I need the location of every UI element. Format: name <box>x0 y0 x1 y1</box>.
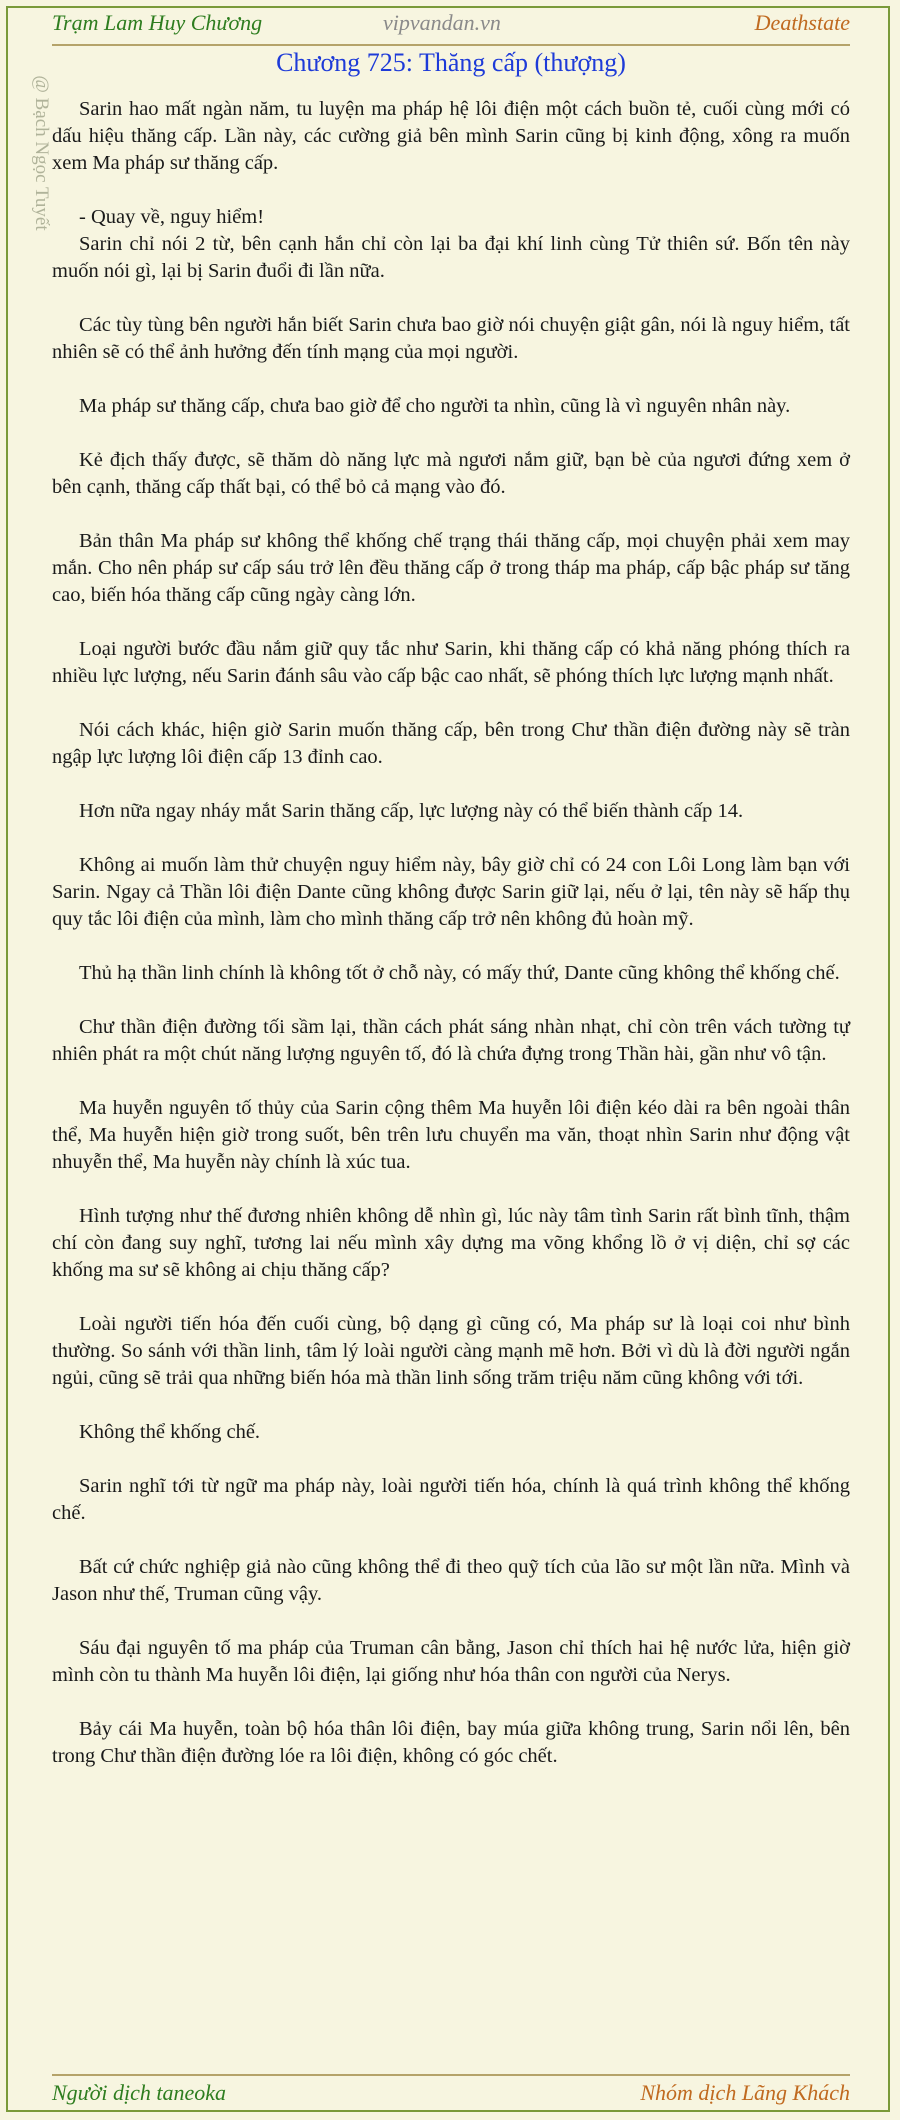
page-footer <box>52 2078 850 2112</box>
paragraph: Sarin nghĩ tới từ ngữ ma pháp này, loài người tiến hóa, chính là quá trình không thể khống chế. <box>52 1475 850 1524</box>
dialogue-line: - Quay về, nguy hiểm! <box>79 206 265 228</box>
paragraph: Kẻ địch thấy được, sẽ thăm dò năng lực mà ngươi nắm giữ, bạn bè của ngươi đứng xem ở bên cạnh, thăng cấp thất bại, có thể bỏ cả mạng vào đó. <box>52 449 850 498</box>
footer-translation-group: Nhóm dịch Lãng Khách <box>640 2080 850 2105</box>
chapter-body <box>52 96 850 1770</box>
chapter-title: Chương 725: Thăng cấp (thượng) <box>276 48 626 77</box>
paragraph: Ma pháp sư thăng cấp, chưa bao giờ để cho người ta nhìn, cũng là vì nguyên nhân này. <box>79 395 791 417</box>
paragraph: Hình tượng như thế đương nhiên không dễ nhìn gì, lúc này tâm tình Sarin rất bình tĩnh, thậm chí còn đang suy nghĩ, tương lai nếu mình xây dựng ma võng khổng lồ ở vị diện, chỉ sợ các khống ma sư sẽ không ai chịu thăng cấp? <box>52 1205 850 1281</box>
paragraph: Nói cách khác, hiện giờ Sarin muốn thăng cấp, bên trong Chư thần điện đường này sẽ tràn ngập lực lượng lôi điện cấp 13 đỉnh cao. <box>52 719 850 768</box>
page-header <box>52 6 850 44</box>
paragraph: Các tùy tùng bên người hắn biết Sarin chưa bao giờ nói chuyện giật gân, nói là nguy hiểm, tất nhiên sẽ có thể ảnh hưởng đến tính mạng của mọi người. <box>52 314 850 363</box>
paragraph: Bảy cái Ma huyễn, toàn bộ hóa thân lôi điện, bay múa giữa không trung, Sarin nổi lên, bên trong Chư thần điện đường lóe ra lôi điện, không có góc chết. <box>52 1718 850 1767</box>
paragraph: Bản thân Ma pháp sư không thể khống chế trạng thái thăng cấp, mọi chuyện phải xem may mắn. Cho nên pháp sư cấp sáu trở lên đều thăng cấp ở trong tháp ma pháp, cấp bậc pháp sư tăng cao, biến hóa thăng cấp cũng ngày càng lớn. <box>52 530 850 606</box>
header-website-link[interactable]: vipvandan.vn <box>383 10 501 35</box>
paragraph: Chư thần điện đường tối sầm lại, thần cách phát sáng nhàn nhạt, chỉ còn trên vách tường tự nhiên phát ra một chút năng lượng nguyên tố, đó là chứa đựng trong Thần hài, gần như vô tận. <box>52 1016 850 1065</box>
paragraph: Loài người tiến hóa đến cuối cùng, bộ dạng gì cũng có, Ma pháp sư là loại coi như bình thường. So sánh với thần linh, tâm lý loài người càng mạnh mẽ hơn. Bởi vì dù là đời người ngắn ngủi, cũng sẽ trải qua những biến hóa mà thần linh sống trăm triệu năm cũng không với tới. <box>52 1313 850 1389</box>
side-watermark-text: @ Bạch Ngọc Tuyết <box>31 75 52 231</box>
paragraph: Sáu đại nguyên tố ma pháp của Truman cân bằng, Jason chỉ thích hai hệ nước lửa, hiện giờ mình còn tu thành Ma huyễn lôi điện, lại giống như hóa thân con người của Nerys. <box>52 1637 850 1686</box>
paragraph: Bất cứ chức nghiệp giả nào cũng không thể đi theo quỹ tích của lão sư một lần nữa. Mình và Jason như thế, Truman cũng vậy. <box>52 1556 850 1605</box>
paragraph: Không ai muốn làm thử chuyện nguy hiểm này, bây giờ chỉ có 24 con Lôi Long làm bạn với Sarin. Ngay cả Thần lôi điện Dante cũng không được Sarin giữ lại, nếu ở lại, tên này sẽ hấp thụ quy tắc lôi điện của mình, làm cho mình thăng cấp trở nên không đủ hoàn mỹ. <box>52 854 850 930</box>
paragraph: Không thể khống chế. <box>79 1421 261 1443</box>
footer-divider <box>52 2074 850 2076</box>
paragraph: Sarin chỉ nói 2 từ, bên cạnh hắn chỉ còn lại ba đại khí linh cùng Tử thiên sứ. Bốn tên này muốn nói gì, lại bị Sarin đuổi đi lần nữa. <box>52 233 850 282</box>
paragraph: Sarin hao mất ngàn năm, tu luyện ma pháp hệ lôi điện một cách buồn tẻ, cuối cùng mới có dấu hiệu thăng cấp. Lần này, các cường giả bên mình Sarin cũng bị kinh động, xông ra muốn xem Ma pháp sư thăng cấp. <box>52 98 850 174</box>
header-book-title: Deathstate <box>754 10 850 35</box>
paragraph: Ma huyễn nguyên tố thủy của Sarin cộng thêm Ma huyễn lôi điện kéo dài ra bên ngoài thân thể, Ma huyễn hiện giờ trong suốt, bên trên lưu chuyển ma văn, thoạt nhìn Sarin như động vật nhuyễn thể, Ma huyễn này chính là xúc tua. <box>52 1097 850 1173</box>
side-watermark <box>28 48 54 258</box>
paragraph: Thủ hạ thần linh chính là không tốt ở chỗ này, có mấy thứ, Dante cũng không thể khống chế. <box>79 962 840 984</box>
header-divider <box>52 44 850 46</box>
paragraph: Hơn nữa ngay nháy mắt Sarin thăng cấp, lực lượng này có thể biến thành cấp 14. <box>79 800 744 822</box>
header-site-name: Trạm Lam Huy Chương <box>52 10 263 35</box>
footer-translator: Người dịch taneoka <box>52 2080 227 2105</box>
paragraph: Loại người bước đầu nắm giữ quy tắc như Sarin, khi thăng cấp có khả năng phóng thích ra nhiều lực lượng, nếu Sarin đánh sâu vào cấp bậc cao nhất, sẽ phóng thích lực lượng mạnh nhất. <box>52 638 850 687</box>
